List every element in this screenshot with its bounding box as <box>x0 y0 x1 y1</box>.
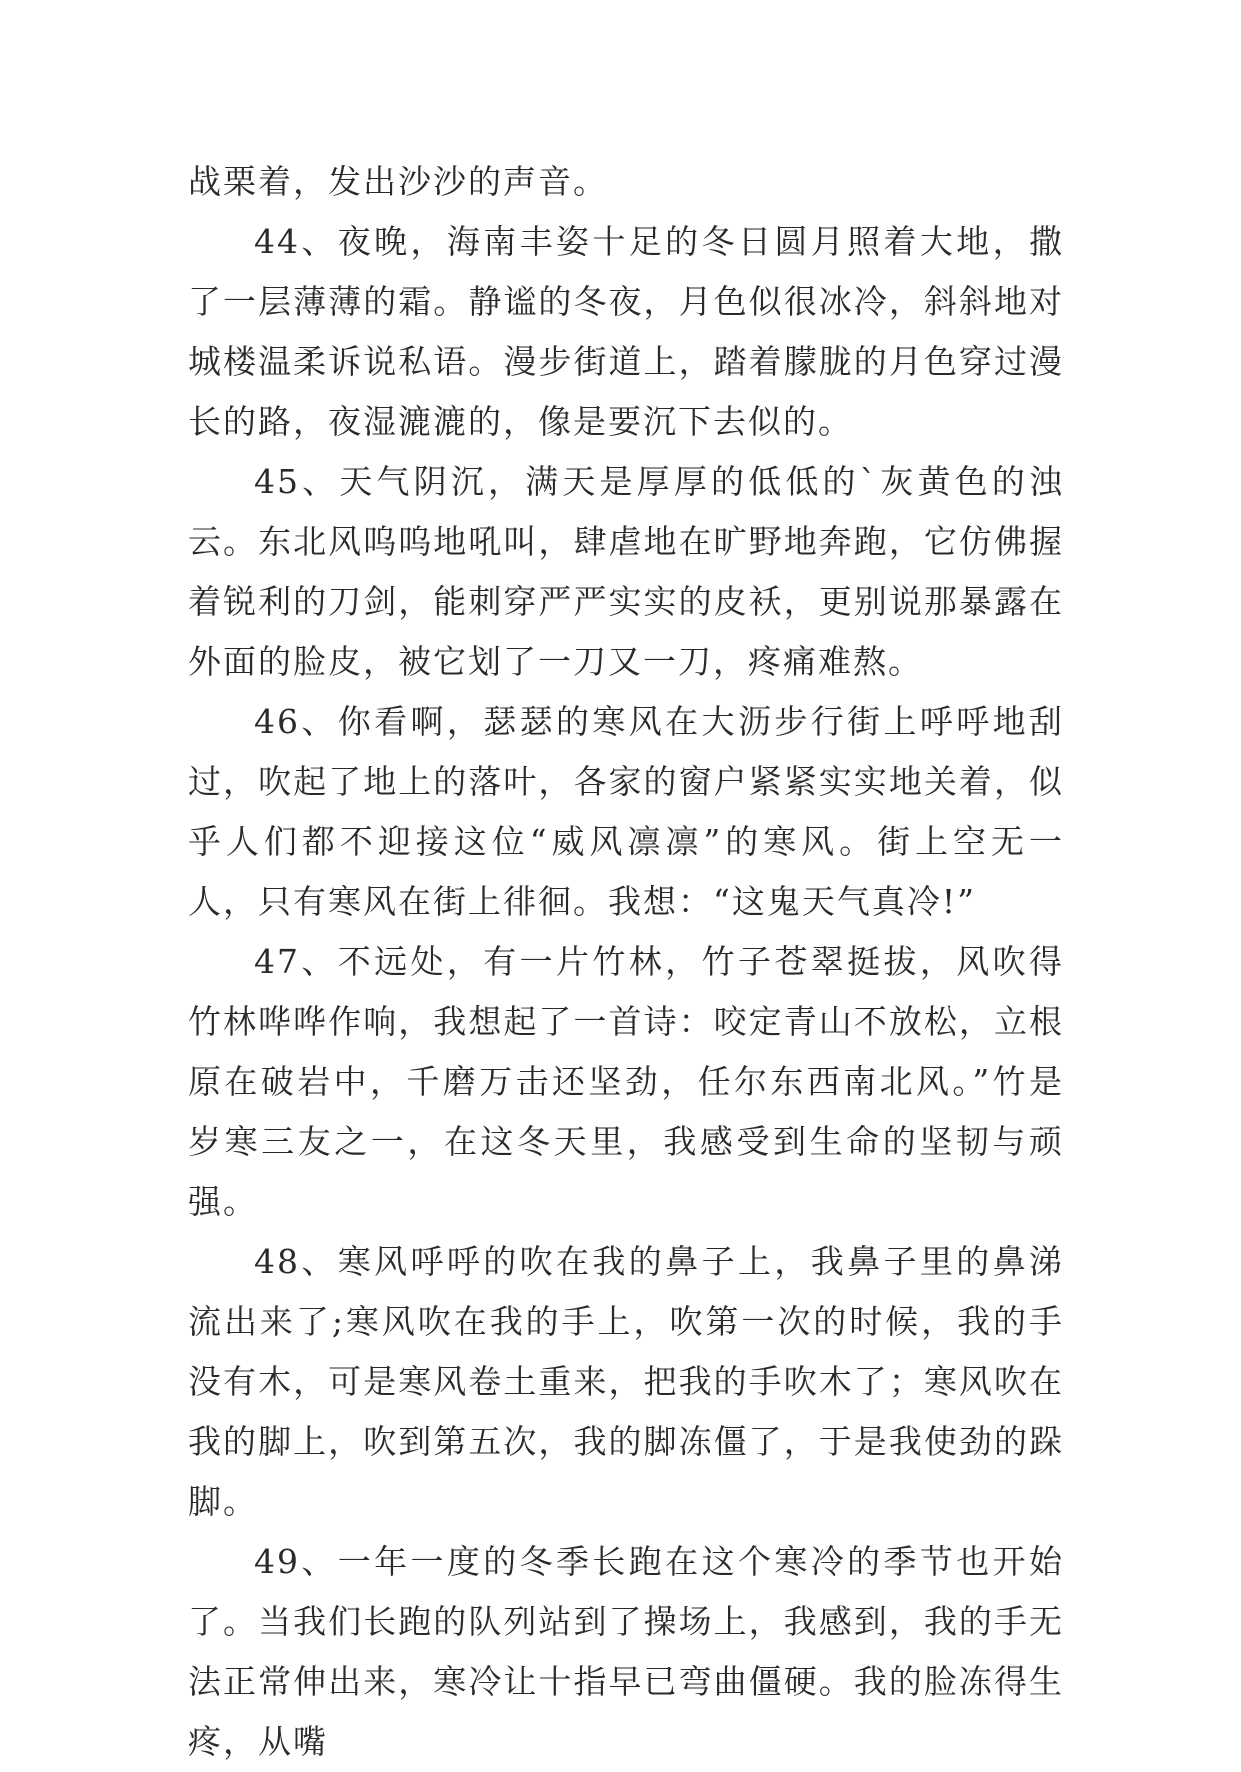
paragraph-47: 47、不远处，有一片竹林，竹子苍翠挺拔，风吹得竹林哗哗作响，我想起了一首诗：咬定青山不放松，立根原在破岩中，千磨万击还坚劲，任尔东西南北风。”竹是岁寒三友之一，在这冬天里，我感受到生命的坚韧与顽强。 <box>188 942 1064 1221</box>
paragraph-45: 45、天气阴沉，满天是厚厚的低低的`灰黄色的浊云。东北风呜呜地吼叫，肆虐地在旷野地奔跑，它仿佛握着锐利的刀剑，能刺穿严严实实的皮袄，更别说那暴露在外面的脸皮，被它划了一刀又一刀，疼痛难熬。 <box>188 462 1064 681</box>
paragraph-46: 46、你看啊，瑟瑟的寒风在大沥步行街上呼呼地刮过，吹起了地上的落叶，各家的窗户紧紧实实地关着，似乎人们都不迎接这位“威风凛凛”的寒风。街上空无一人，只有寒风在街上徘徊。我想：“这鬼天气真冷!” <box>188 702 1064 921</box>
paragraph-continuation: 战栗着，发出沙沙的声音。 <box>188 162 608 201</box>
paragraph-48: 48、寒风呼呼的吹在我的鼻子上，我鼻子里的鼻涕流出来了;寒风吹在我的手上，吹第一次的时候，我的手没有木，可是寒风卷土重来，把我的手吹木了；寒风吹在我的脚上，吹到第五次，我的脚冻僵了，于是我使劲的跺脚。 <box>188 1242 1064 1521</box>
document-body <box>188 152 1064 1772</box>
paragraph-44: 44、夜晚，海南丰姿十足的冬日圆月照着大地，撒了一层薄薄的霜。静谧的冬夜，月色似很冰冷，斜斜地对城楼温柔诉说私语。漫步街道上，踏着朦胧的月色穿过漫长的路，夜湿漉漉的，像是要沉下去似的。 <box>188 222 1064 441</box>
paragraph-49: 49、一年一度的冬季长跑在这个寒冷的季节也开始了。当我们长跑的队列站到了操场上，我感到，我的手无法正常伸出来，寒冷让十指早已弯曲僵硬。我的脸冻得生疼，从嘴 <box>188 1542 1064 1761</box>
